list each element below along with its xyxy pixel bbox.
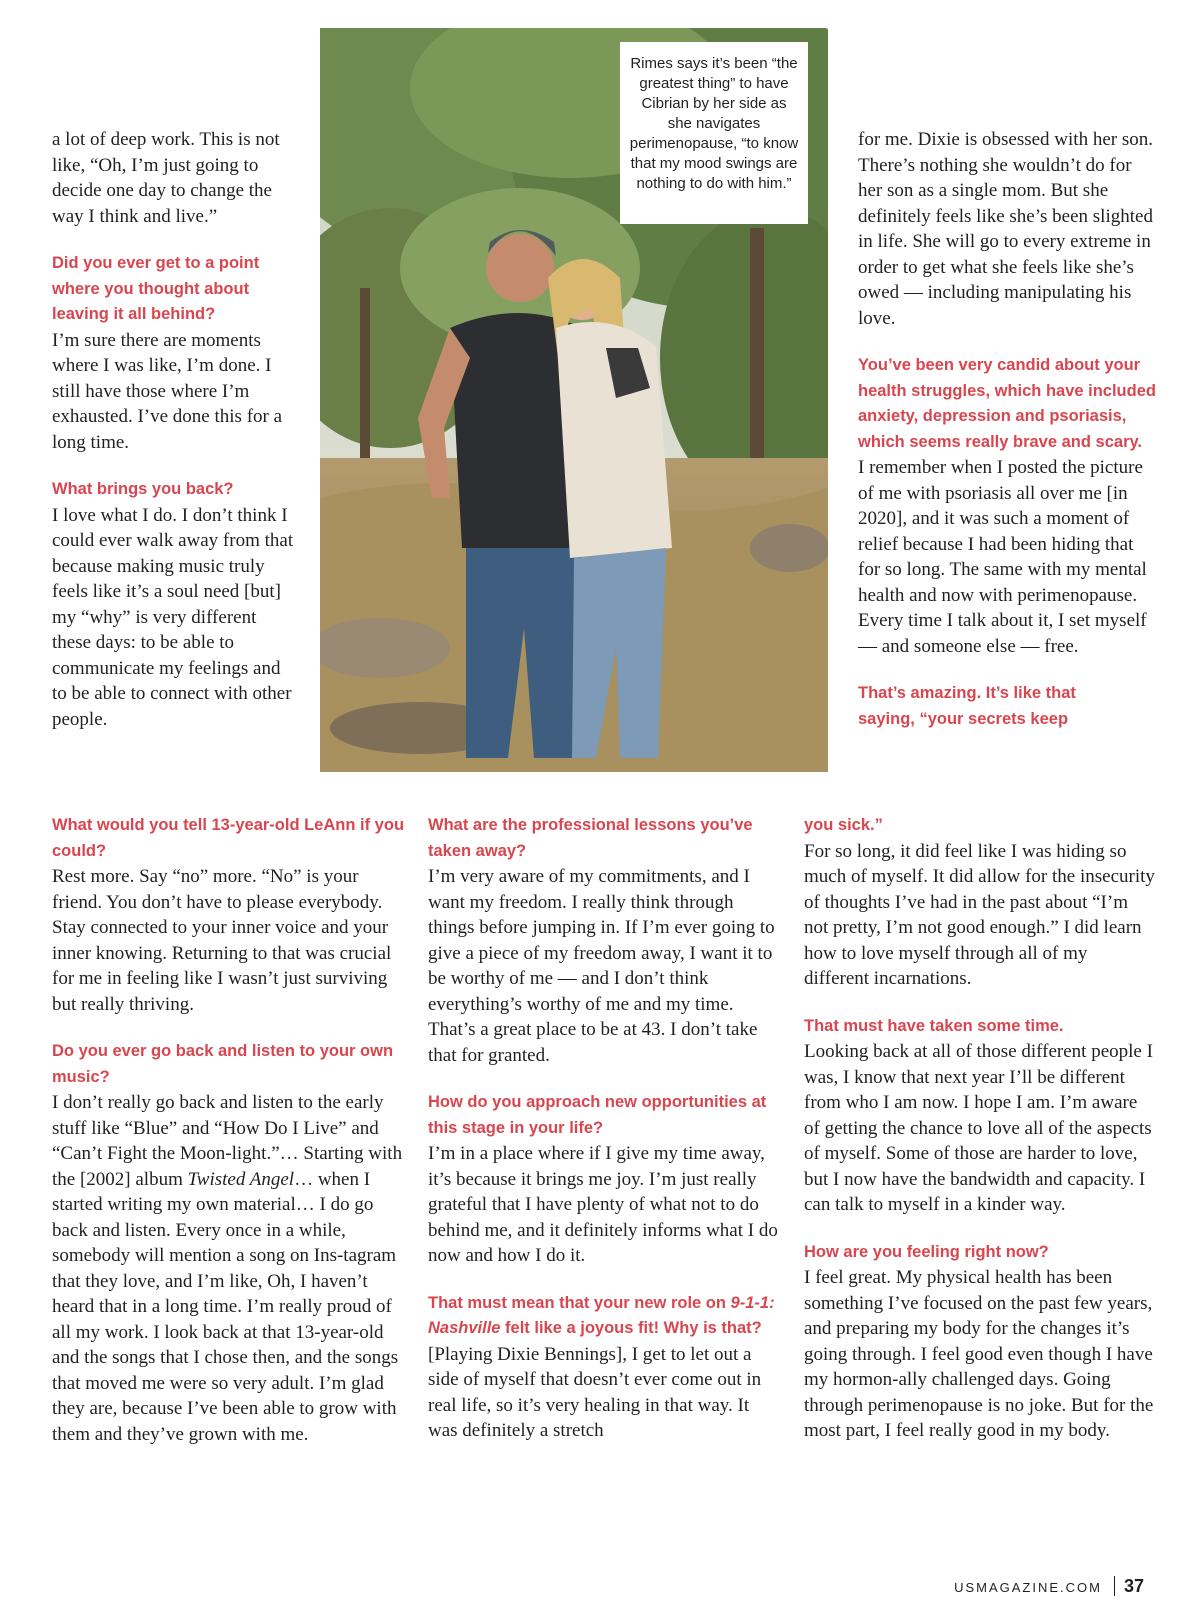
show-title: 9-1-1: Nashville [428,1293,775,1337]
col3-answer-1: I remember when I posted the picture of me with psoriasis all over me [in 2020], and it was such a moment of relief because I had been hiding that for so long. The same with my mental health and now with perimenopause. Every time I talk about it, I set myself — and someone else — free. [858,457,1147,657]
col3-answer-3: Looking back at all of those different people I was, I know that next year I’ll be different from who I am now. I hope I am. I’m aware of getting the chance to love all of the aspects of myself. Some of those are harder to love, but I now have the bandwidth and capacity. I can talk to myself in a kinder way. [804,1041,1153,1215]
footer-divider [1114,1576,1115,1596]
col3-question-1: You’ve been very candid about your health struggles, which have included anxiety, depression and psoriasis, which seems really brave and scary. [858,356,1156,451]
col3-answer-2: For so long, it did feel like I was hiding so much of myself. It did allow for the insecurity of thoughts I’ve had in the past about “I’m not pretty, I’m not good enough.” I did learn how to love myself through all of my different incarnations. [804,840,1155,989]
col2-question-3 [428,1291,778,1342]
col3-question-2-line-2: saying, “your secrets keep [858,709,1069,728]
col1-answer-4 [52,1090,410,1447]
col1-question-3: What would you tell 13-year-old LeAnn if you could? [52,816,405,860]
col2-question-3-part-1: That must mean that your new role on [428,1293,731,1312]
col1-answer-4-part-2: … when I started writing my own material… I do go back and listen. Every once in a while, somebody will mention a song on Ins-tagram that they love, and I’m like, Oh, I haven’t heard that in a long time. I’m really proud of all my work. I look back at that 13-year-old and the songs that I chose then, and the songs that moved me were so very adult. I’m glad they are, because I’ve been able to grow with them and they’ve grown with me. [52,1168,399,1445]
col1-question-1: Did you ever get to a point where you thought about leaving it all behind? [52,254,260,323]
col3-question-4: How are you feeling right now? [804,1242,1049,1261]
col1-answer-4-part-1: I don’t really go back and listen to the early stuff like “Blue” and “How Do I Live” and “Can’t Fight the Moon-light.”… Starting with the [2002] album [52,1092,403,1190]
column-2 [428,813,778,1444]
col2-question-2: How do you approach new opportunities at this stage in your life? [428,1093,767,1137]
col1-question-2: What brings you back? [52,480,234,498]
col2-question-1: What are the professional lessons you’ve taken away? [428,816,753,860]
site-url[interactable]: USMAGAZINE.COM [954,1580,1102,1595]
col2-question-3-part-2: felt like a joyous fit! Why is that? [500,1319,762,1337]
col3-question-3: That must have taken some time. [804,1016,1064,1035]
col1-answer-1: I’m sure there are moments where I was like, I’m done. I still have those where I’m exhausted. I’ve done this for a long time. [52,329,283,453]
column-1-top [52,127,298,732]
page-footer [920,1576,1160,1598]
photo-caption-text: Rimes says it’s been “the greatest thing” to have Cibrian by her side as she navigates perimenopause, “to know that my mood swings are nothing to do with him.” [629,55,799,192]
col1-question-4: Do you ever go back and listen to your own music? [52,1042,394,1086]
col3-question-2-line-3: you sick.” [804,816,883,834]
col1-answer-2: I love what I do. I don’t think I could ever walk away from that because making music truly feels like it’s a soul need [but] my “why” is very different these days: to be able to communicate my feelings and to be able to connect with other people. [52,504,294,730]
column-1-bottom [52,813,410,1447]
album-title: Twisted Angel [187,1168,295,1190]
col2-answer-1: I’m very aware of my commitments, and I want my freedom. I really think through things before jumping in. If I’m ever going to give a piece of my freedom away, I want it to be worthy of me — and I don’t think everything’s worthy of me and my time. That’s a great place to be at 43. I don’t take that for granted. [428,866,775,1066]
page-number: 37 [1123,1576,1144,1596]
photo-caption [620,42,808,224]
column-3-top [858,127,1156,732]
col3-question-2-line-1: That’s amazing. It’s like that [858,684,1076,702]
col3-intro: for me. Dixie is obsessed with her son. There’s nothing she wouldn’t do for her son as a single mom. But she definitely feels like she’s been slighted in life. She will go to every extreme in order to get what she feels like she’s owed — including manipulating his love. [858,129,1153,329]
column-3-bottom [804,813,1156,1444]
col1-answer-3: Rest more. Say “no” more. “No” is your friend. You don’t have to please everybody. Stay connected to your inner voice and your inner knowing. Returning to that was crucial for me in feeling like I wasn’t just surviving but really thriving. [52,866,392,1015]
col2-answer-3: [Playing Dixie Bennings], I get to let out a side of myself that doesn’t ever come out in real life, so it’s very healing in that way. It was definitely a stretch [428,1343,762,1441]
col2-answer-2: I’m in a place where if I give my time away, it’s because it brings me joy. I’m just really grateful that I have plenty of what not to do behind me, and it definitely informs what I do now and how I do it. [428,1143,778,1266]
col1-intro: a lot of deep work. This is not like, “Oh, I’m just going to decide one day to change the way I think and live.” [52,129,280,227]
col3-answer-4: I feel great. My physical health has been something I’ve focused on the past few years, and preparing my body for the changes it’s going through. I feel good even though I have my hormon-ally challenged days. Going through perimenopause is no joke. But for the most part, I feel really good in my body. [804,1267,1154,1441]
